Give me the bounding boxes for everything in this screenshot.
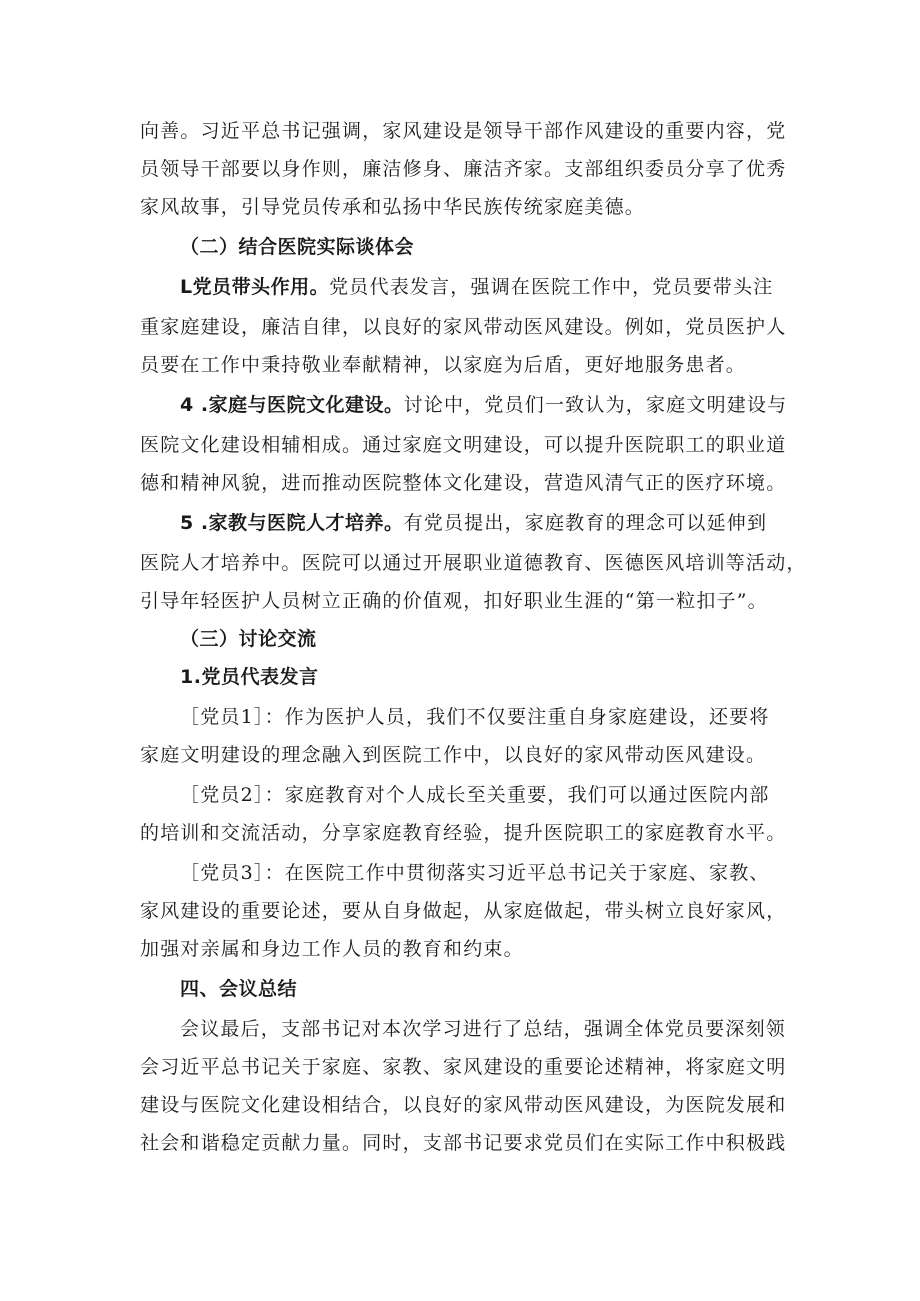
section-heading: （三）讨论交流 <box>180 628 317 650</box>
speaker-line: ［党员2］：家庭教育对个人成长至关重要，我们可以通过医院内部 <box>180 784 770 806</box>
paragraph-line: 加强对亲属和身边工作人员的教育和约束。 <box>140 938 524 960</box>
paragraph-line: 家风故事，引导党员传承和弘扬中华民族传统家庭美德。 <box>140 196 646 218</box>
paragraph-line: 员领导干部要以身作则，廉洁修身、廉洁齐家。支部组织委员分享了优秀 <box>140 158 787 180</box>
paragraph-line: 向善。习近平总书记强调，家风建设是领导干部作风建设的重要内容，党 <box>140 120 787 142</box>
paragraph-line: 家庭文明建设的理念融入到医院工作中，以良好的家风带动医风建设。 <box>140 744 767 766</box>
paragraph-line <box>180 510 767 536</box>
section-heading: （二）结合医院实际谈体会 <box>180 236 415 258</box>
paragraph-line: 家风建设的重要论述，要从自身做起，从家庭做起，带头树立良好家风， <box>140 900 787 922</box>
paragraph-line <box>180 274 774 300</box>
paragraph-line: 德和精神风貌，进而推动医院整体文化建设，营造风清气正的医疗环境。 <box>140 472 787 494</box>
point-lead: L党员带头作用。 <box>180 276 330 298</box>
point-text: 党员代表发言，强调在医院工作中，党员要带头注 <box>329 276 774 298</box>
paragraph-line: 员要在工作中秉持敬业奉献精神，以家庭为后盾，更好地服务患者。 <box>140 354 747 376</box>
point-text: 讨论中，党员们一致认为，家庭文明建设与 <box>403 394 788 416</box>
subsection-heading: 1.党员代表发言 <box>180 666 319 688</box>
paragraph-line: 医院文化建设相辅相成。通过家庭文明建设，可以提升医院职工的职业道 <box>140 434 787 456</box>
speaker-line: ［党员1］：作为医护人员，我们不仅要注重自身家庭建设，还要将 <box>180 706 770 728</box>
paragraph-line: 社会和谐稳定贡献力量。同时，支部书记要求党员们在实际工作中积极践 <box>140 1132 787 1154</box>
paragraph-line <box>180 392 787 418</box>
point-lead: 4 .家庭与医院文化建设。 <box>180 394 404 416</box>
paragraph-line: 的培训和交流活动，分享家庭教育经验，提升医院职工的家庭教育水平。 <box>140 822 787 844</box>
point-lead: 5 .家教与医院人才培养。 <box>180 512 404 534</box>
point-text: 有党员提出，家庭教育的理念可以延伸到 <box>403 512 768 534</box>
paragraph-line: 建设与医院文化建设相结合，以良好的家风带动医风建设，为医院发展和 <box>140 1094 787 1116</box>
paragraph-line: 医院人才培养中。医院可以通过开展职业道德教育、医德医风培训等活动， <box>140 552 807 574</box>
paragraph-line: 会议最后，支部书记对本次学习进行了总结，强调全体党员要深刻领 <box>180 1018 787 1040</box>
paragraph-line: 引导年轻医护人员树立正确的价值观，扣好职业生涯的“第一粒扣子”。 <box>140 590 768 612</box>
paragraph-line: 重家庭建设，廉洁自律，以良好的家风带动医风建设。例如，党员医护人 <box>140 316 787 338</box>
speaker-line: ［党员3］：在医院工作中贯彻落实习近平总书记关于家庭、家教、 <box>180 862 770 884</box>
paragraph-line: 会习近平总书记关于家庭、家教、家风建设的重要论述精神，将家庭文明 <box>140 1056 787 1078</box>
section-heading: 四、会议总结 <box>180 978 298 1000</box>
